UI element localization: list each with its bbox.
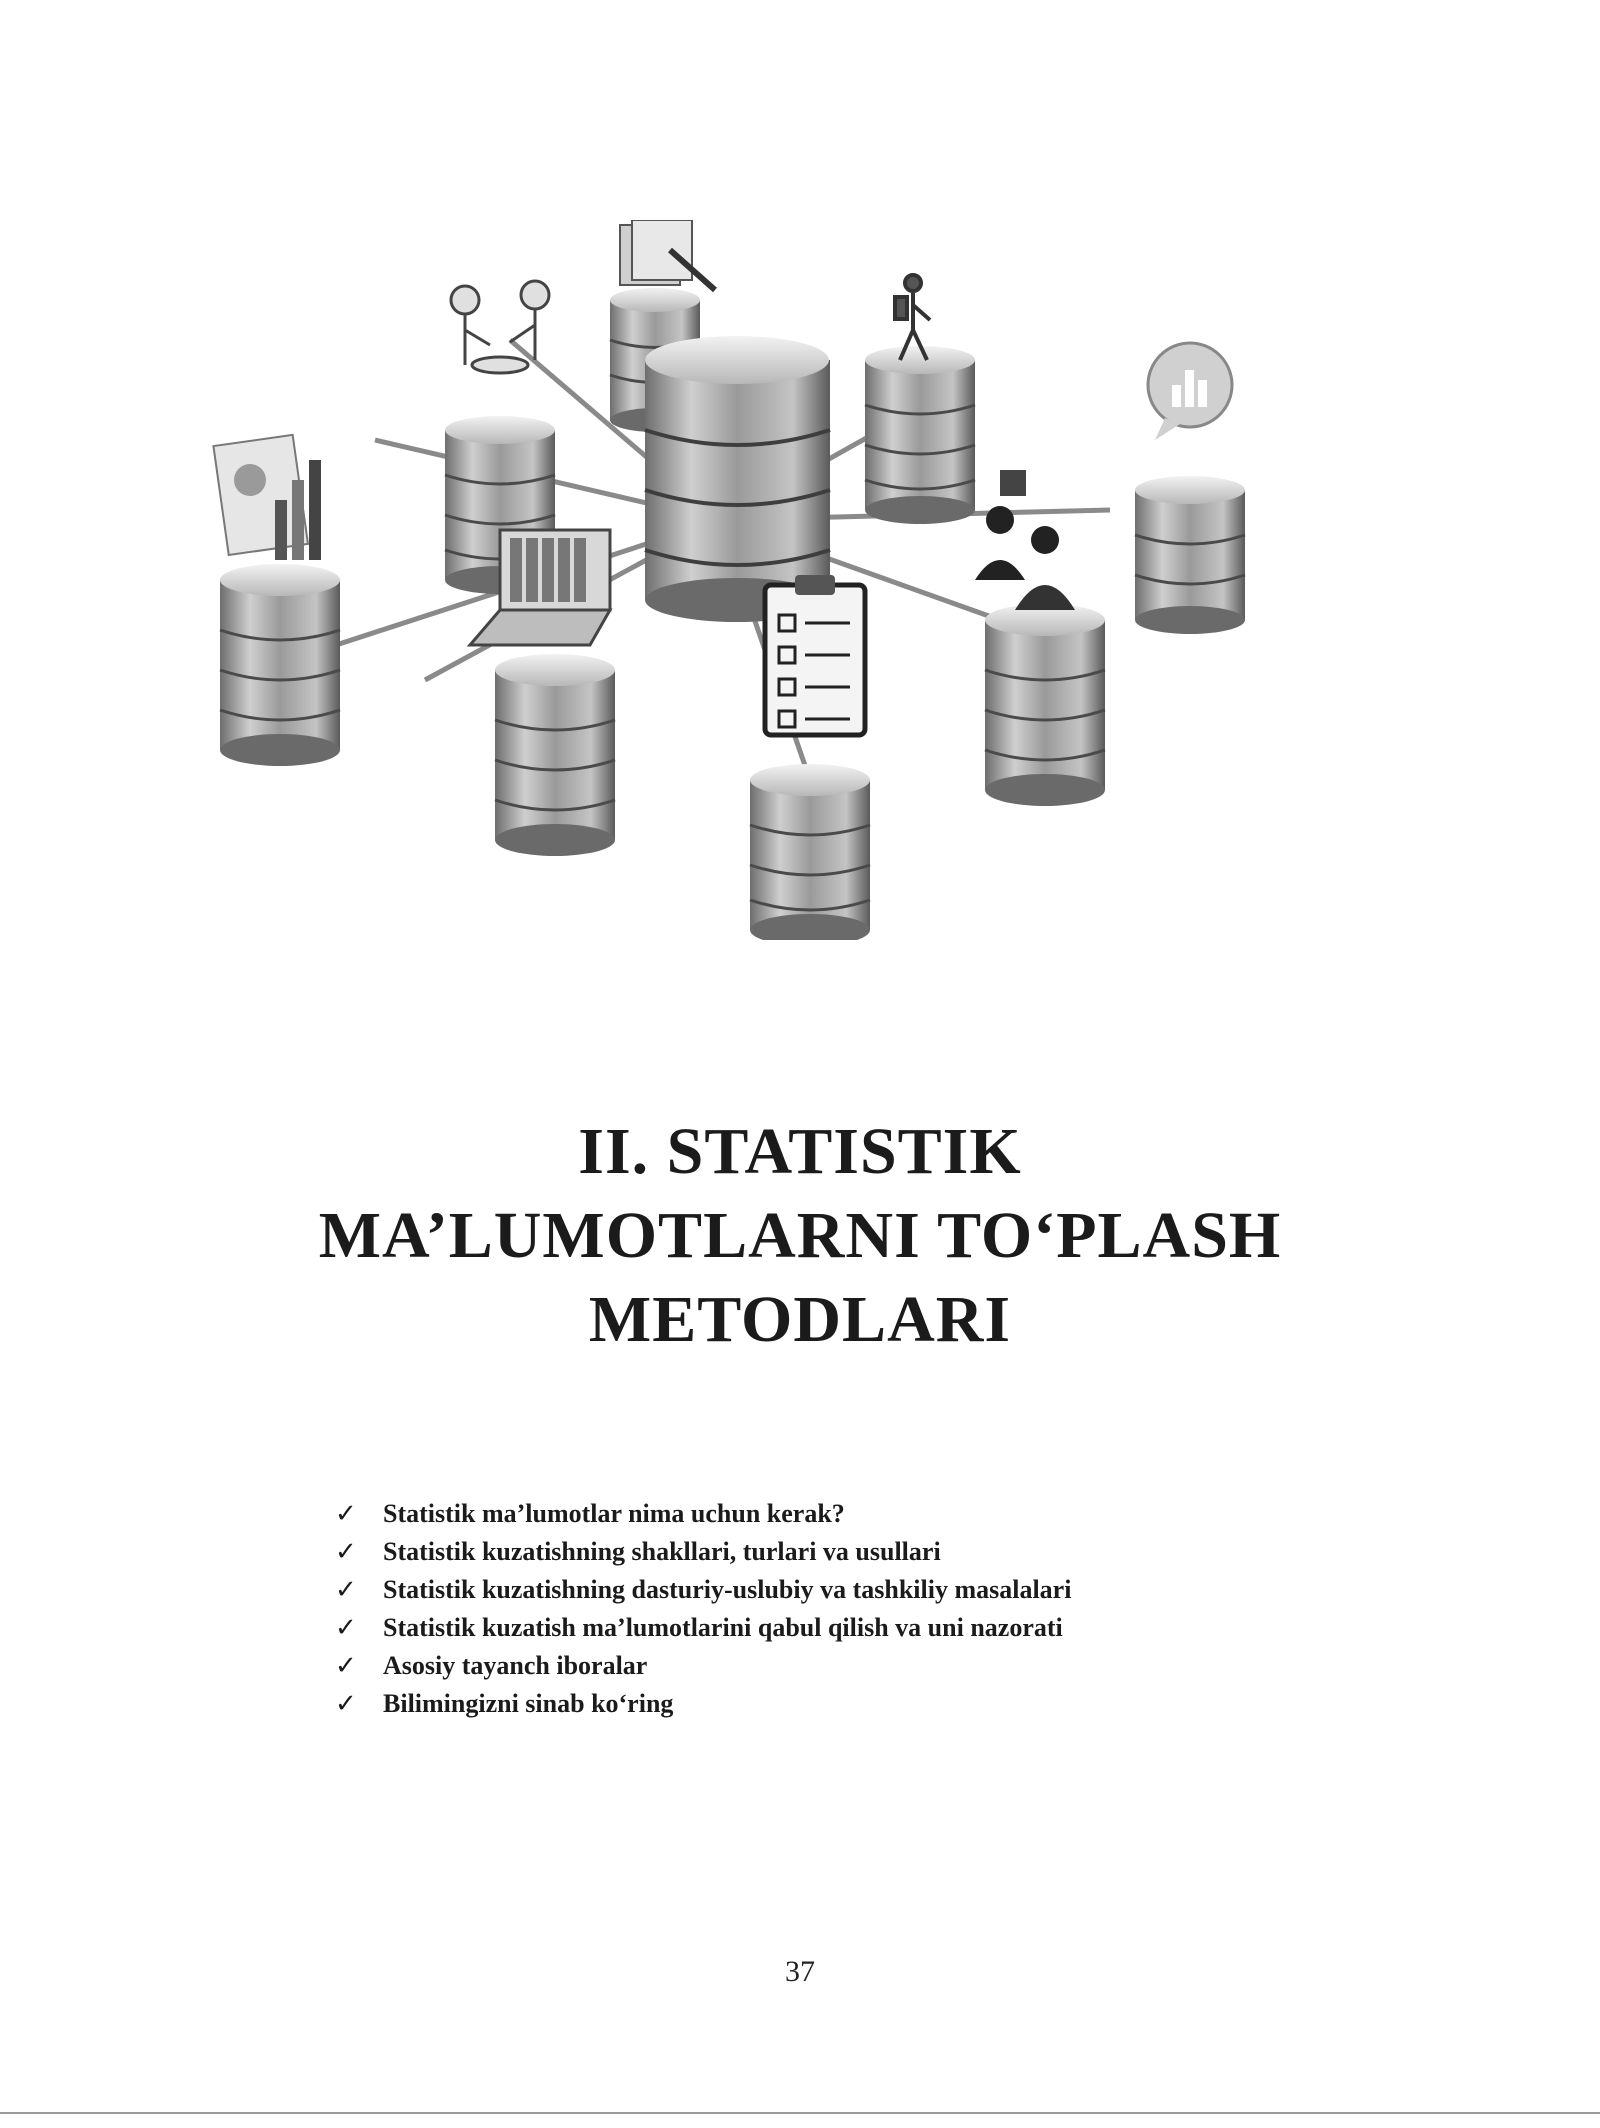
list-item-label: Bilimingizni sinab ko‘ring bbox=[383, 1689, 674, 1718]
chapter-title-line: II. STATISTIK bbox=[578, 1115, 1022, 1188]
database-icon bbox=[750, 764, 870, 940]
list-item bbox=[335, 1495, 1071, 1533]
checkmark-icon: ✓ bbox=[335, 1575, 357, 1604]
list-item-label: Statistik kuzatishning shakllari, turlari va usullari bbox=[383, 1537, 941, 1566]
list-item bbox=[335, 1609, 1071, 1647]
list-item-label: Asosiy tayanch iboralar bbox=[383, 1651, 648, 1680]
interview-icon bbox=[975, 470, 1075, 610]
chapter-topics-list bbox=[335, 1495, 1071, 1723]
list-item bbox=[335, 1685, 1071, 1723]
database-icon bbox=[865, 346, 975, 524]
chapter-title bbox=[0, 1110, 1600, 1362]
chat-bar-chart-icon bbox=[1148, 343, 1232, 440]
chapter-title-line: MA’LUMOTLARNI TO‘PLASH bbox=[318, 1199, 1282, 1272]
list-item bbox=[335, 1647, 1071, 1685]
list-item-label: Statistik kuzatish ma’lumotlarini qabul qilish va uni nazorati bbox=[383, 1613, 1063, 1642]
checkmark-icon: ✓ bbox=[335, 1689, 357, 1718]
list-item bbox=[335, 1533, 1071, 1571]
checkmark-icon: ✓ bbox=[335, 1499, 357, 1528]
page-divider bbox=[0, 2112, 1600, 2114]
meeting-icon bbox=[451, 281, 549, 373]
checkmark-icon: ✓ bbox=[335, 1613, 357, 1642]
checkmark-icon: ✓ bbox=[335, 1651, 357, 1680]
page-number: 37 bbox=[785, 1955, 815, 1988]
checkmark-icon: ✓ bbox=[335, 1537, 357, 1566]
database-icon bbox=[495, 654, 615, 856]
list-item bbox=[335, 1571, 1071, 1609]
report-chart-icon bbox=[213, 435, 321, 560]
database-icon bbox=[985, 604, 1105, 806]
database-icon bbox=[1135, 476, 1245, 634]
list-item-label: Statistik ma’lumotlar nima uchun kerak? bbox=[383, 1499, 845, 1528]
list-item-label: Statistik kuzatishning dasturiy-uslubiy va tashkiliy masalalari bbox=[383, 1575, 1072, 1604]
chapter-title-line: METODLARI bbox=[588, 1283, 1012, 1356]
documents-icon bbox=[620, 220, 715, 290]
database-icon bbox=[220, 564, 340, 766]
database-network-illustration bbox=[190, 220, 1300, 940]
clipboard-checklist-icon bbox=[765, 575, 865, 735]
